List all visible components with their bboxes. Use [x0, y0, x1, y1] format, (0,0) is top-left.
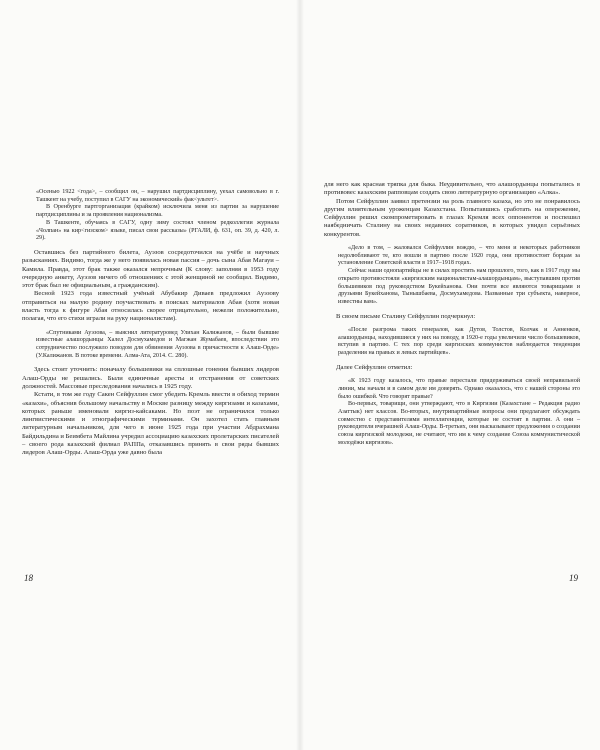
- quote-paragraph: «Спутниками Ауэзова, – выяснил литературовед Улихан Калижанов, – были бывшие известные алашордынцы Халел Досмухамедов и Магжан Жумабаев, впоследствии это сотрудничество послужило поводом для обвинения Ауэзова в причастности к Алаш-Орде» (У.Калижанов. В потоке времени. Алма-Ата, 2014. С. 280).: [36, 329, 279, 359]
- body-paragraph: Кстати, в том же году Сакен Сейфуллин смог убедить Кремль ввести в обиход термин «казахи», объяснив большому начальству в Москве разницу между киргизами и казахами, которых раньше именовали киргиз-кайсаками. Но поэт не ограничился только лингвистическими и этнографическими терминами. Он захотел стать главным литературным начальником, для чего в июне 1925 года при участии Абдрахмана Байдильдина и Беимбета Майлина учредил ассоциацию казахских пролетарских писателей – своего рода казахский филиал РАППа, отказавшись принять в свои ряды бывших лидеров Алаш-Орды. Алаш-Орда уже давно была: [22, 391, 279, 457]
- quote-paragraph: «Осенью 1922 <года>, – сообщил он, – нарушил партдисциплину, уехал самовольно в г. Ташкент на учебу, поступил в САГУ на экономический» фак<ультет>.: [36, 189, 279, 203]
- body-paragraph: для него как красная тряпка для быка. Неудивительно, что алашордынцы попытались в противовес казахским рапповцам создать свою литературную организацию «Алка».: [324, 181, 580, 197]
- letter-quote: [338, 378, 580, 447]
- page-number: 18: [24, 573, 33, 583]
- left-text-column: [22, 183, 279, 458]
- right-text-column: [324, 181, 580, 453]
- body-paragraph: Далее Сейфуллин отметил:: [336, 363, 413, 371]
- body-paragraph: Здесь стоит уточнить: поначалу большевики на сплошные гонения бывших лидеров Алаш-Орды не решались. Были единичные аресты и отстранения от советских должностей. Массовые преследования начались в 1925 году.: [22, 366, 279, 390]
- quote-paragraph: «К 1923 году казалось, что правые перестали придерживаться своей неправильной линии, мы начали и в самом деле им доверять. Однако оказалось, что с нашей стороны это было ошибкой. Что говорят правые?: [338, 378, 580, 400]
- quote-paragraph: Сейчас наши однопартийцы не в силах простить нам прошлого, того, как в 1917 году мы открыто противостояли «киргизским националистам-алашордынцам», выступавшим против большевиков под руководством Букейханова. Они почти все являются товарищами и друзьями Букейханова, Тынышбаева, Досмухамедова. Названные три субъекта, наверное, известны вам».: [338, 268, 580, 305]
- quote-paragraph: В Ташкенте, обучаясь в САГУ, одну зиму состоял членом редколлегии журнала «Чолпан» на кир<гизском> языке, писал свои рассказы» (РГАЛИ, ф. 631, оп. 39, д. 420, л. 29).: [36, 219, 279, 242]
- body-paragraph: Оставшись без партийного билета, Ауэзов сосредоточился на учёбе и научных разысканиях. Видимо, тогда же у него появилась новая пассия – дочь сына Абая Магауи – Камила. Правда, этот брак также оказался непрочным (К слову: заполняя в 1953 году очередную анкету, Ауэзов ничего об отношениях с этой женщиной не сообщил. Видимо, этот брак был не официальным, а гражданским).: [22, 248, 279, 290]
- body-paragraph: В своем письме Сталину Сейфуллин подчеркнул:: [336, 312, 476, 320]
- book-gutter: [296, 0, 304, 750]
- quote-paragraph: Во-первых, товарищи, они утверждают, что в Киргизии (Казахстане – Редакция радио Азаттык) нет классов. Во-вторых, внутрипартийные вопросы они предлагают обсуждать совместно с представителями интеллигенции, которые не состоят в партии. А они – руководители вчерашней Алаш-Орды. В-третьих, они высказывают предложения о создании союза киргизской молодежи, не считают, что им к чему создание Союза коммунистической молодёжи киргизов».: [338, 401, 580, 446]
- quote-paragraph: «После разгрома таких генералов, как Дутов, Толстов, Колчак и Анненков, алашордынцы, находившиеся у них на поводу, в 1920-е годы увеличили число большевиков, вступив в партию. С тех пор среди киргизских коммунистов наблюдается тенденция разделения на правых и левых партийцев».: [338, 327, 580, 357]
- body-paragraph: Весной 1923 года известный учёный Абубакир Диваев предложил Ауэзову отправиться на малую родину поучаствовать в поисках материалов Абая (хотя новая власть тогда к фигуре Абая относилась скорее отрицательно, нежели положительно, полагая, что его стихи играли на руку националистам).: [22, 290, 279, 323]
- body-paragraph: Потом Сейфуллин заявил претензии на роль главного казаха, но это не понравилось другим влиятельным уроженцам Казахстана. Попытавшись сработать на опережение, Сейфуллин решил скомпрометировать в глазах Кремля всех оппонентов и поспешил наябедничать Сталину на своих недавних соратников, в которых увидел серьёзных конкурентов.: [324, 197, 580, 238]
- right-page: [300, 0, 600, 750]
- seifullin-letter-quote: [338, 245, 580, 307]
- quote-paragraph: «Дело в том, – жаловался Сейфуллин вождю, – что меня и некоторых работников недолюбливают те, кто вошли в партию после 1920 года, они противостоят борцам за установление Советской власти в 1917–1918 годах.: [338, 245, 580, 267]
- page-number: 19: [569, 573, 578, 583]
- letter-quote: [338, 327, 580, 358]
- quote-paragraph: В Оренбурге партгорганизация (крайком) исключила меня из партии за нарушение партдисциплины и за проявления национализма.: [36, 204, 279, 219]
- kalizhanov-quote: [36, 330, 279, 361]
- archive-quote: [36, 189, 279, 243]
